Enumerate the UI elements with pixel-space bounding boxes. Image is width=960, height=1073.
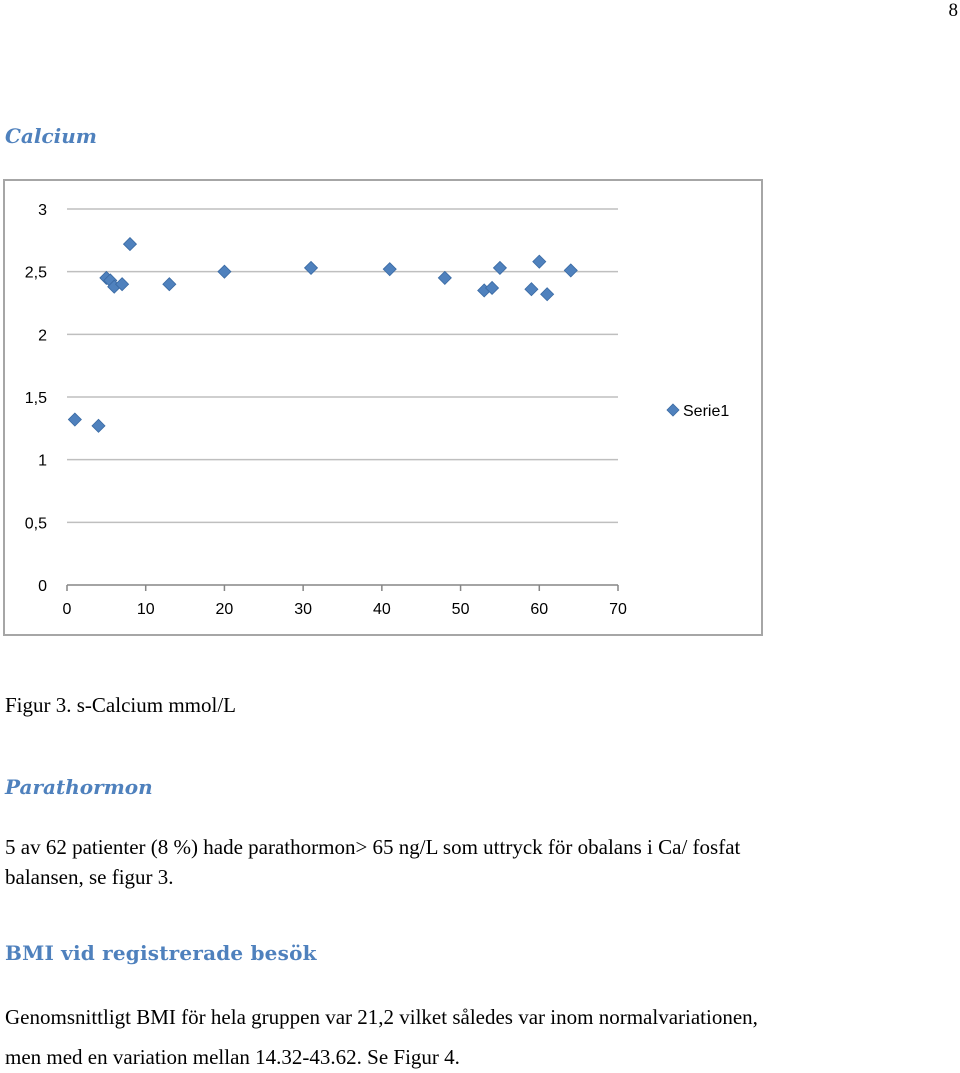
y-tick-label: 0,5 (24, 515, 47, 533)
y-tick-label: 2 (38, 327, 47, 345)
calcium-heading: Calcium (5, 124, 97, 148)
data-point-diamond (218, 265, 231, 278)
bmi-paragraph-line1: Genomsnittligt BMI för hela gruppen var 21,2 vilket således var inom normalvariationen, (5, 1005, 758, 1029)
x-tick-label: 60 (530, 601, 549, 618)
x-tick-label: 50 (451, 601, 470, 618)
x-tick-label: 40 (372, 601, 391, 618)
parathormon-heading: Parathormon (5, 775, 153, 799)
x-tick-label: 0 (62, 601, 72, 618)
data-point-diamond (525, 283, 538, 296)
y-tick-label: 1 (38, 452, 47, 470)
parathormon-paragraph-line1: 5 av 62 patienter (8 %) hade parathormon> 65 ng/L som uttryck för obalans i Ca/ fosfat (5, 835, 741, 859)
y-tick-label: 3 (38, 202, 47, 219)
legend-label: Serie1 (683, 403, 730, 420)
legend-marker-diamond (667, 404, 679, 416)
bmi-paragraph-line2: men med en variation mellan 14.32-43.62. Se Figur 4. (5, 1045, 460, 1069)
data-point-diamond (541, 288, 554, 301)
data-point-diamond (383, 263, 396, 276)
x-tick-label: 20 (215, 601, 234, 618)
calcium-scatter-chart (3, 179, 763, 636)
chart-svg (5, 181, 761, 634)
x-tick-label: 10 (136, 601, 155, 618)
data-point-diamond (438, 271, 451, 284)
data-point-diamond (163, 278, 176, 291)
data-point-diamond (564, 264, 577, 277)
data-point-diamond (305, 261, 318, 274)
data-point-diamond (123, 238, 136, 251)
y-tick-label: 1,5 (24, 390, 47, 407)
data-point-diamond (493, 261, 506, 274)
data-point-diamond (92, 419, 105, 432)
parathormon-paragraph-line2: balansen, se figur 3. (5, 865, 174, 889)
figure-caption: Figur 3. s-Calcium mmol/L (5, 693, 236, 717)
data-point-diamond (533, 255, 546, 268)
page-number: 8 (948, 0, 958, 21)
data-point-diamond (68, 413, 81, 426)
bmi-heading: BMI vid registrerade besök (5, 941, 317, 965)
x-tick-label: 70 (609, 601, 627, 618)
y-tick-label: 0 (38, 578, 47, 595)
y-tick-label: 2,5 (24, 264, 47, 282)
x-tick-label: 30 (294, 601, 313, 618)
